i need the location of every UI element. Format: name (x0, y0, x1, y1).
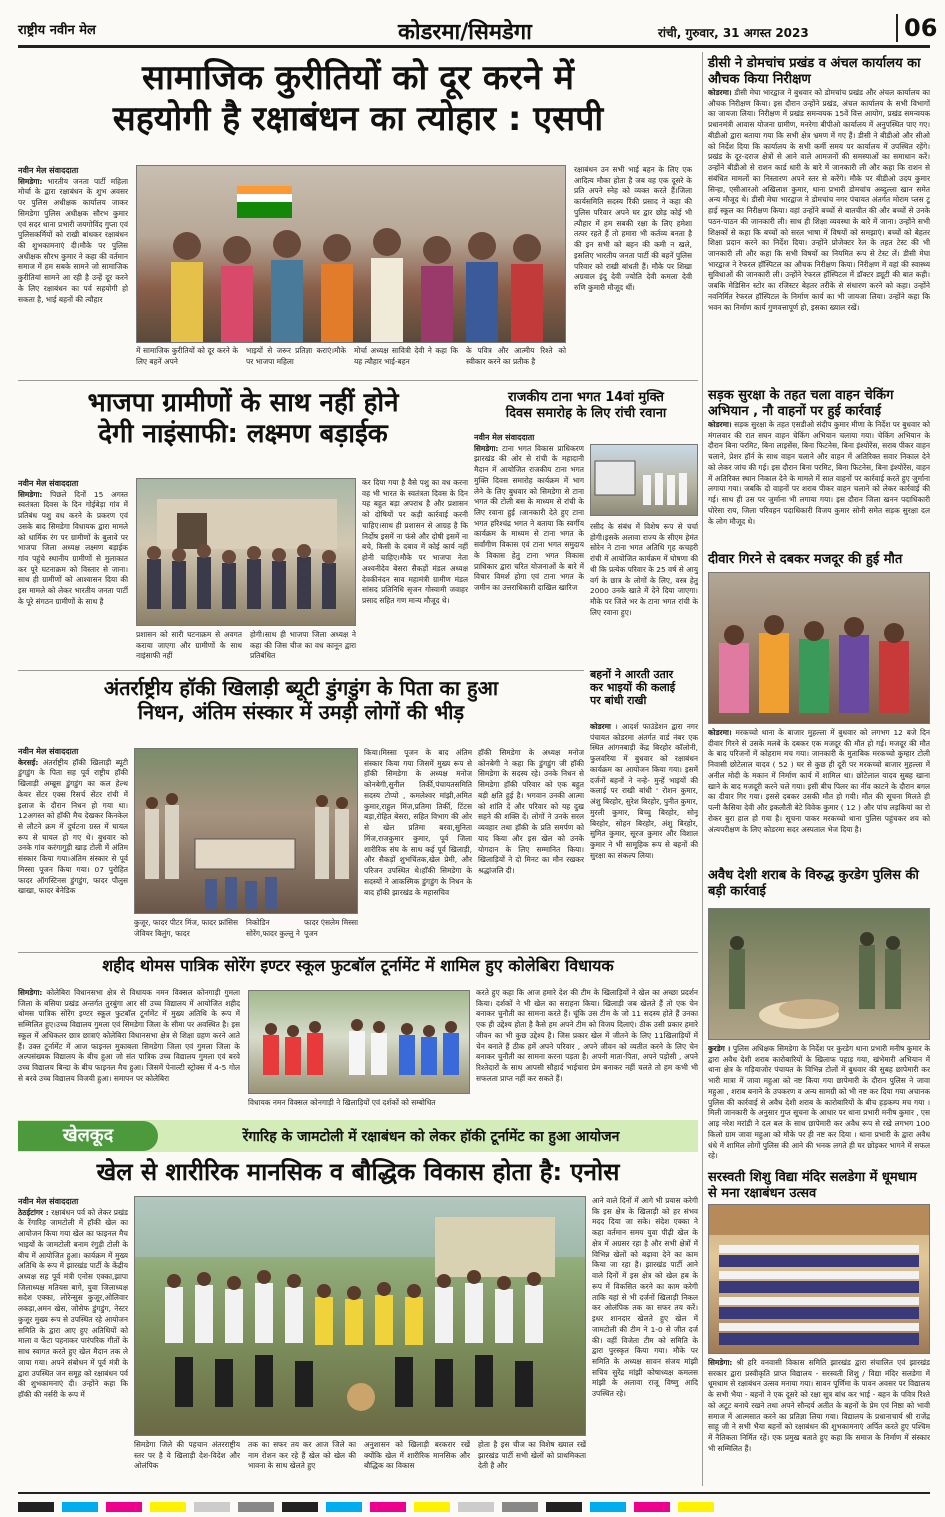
story3-dateline: सिमडेगा: (474, 443, 499, 453)
story6-col3 (476, 988, 698, 1112)
story1-caption-b: भाइयों से जरूर प्रतिज्ञा कराएं।मौके पर भाजपा महिला (246, 346, 346, 366)
story1-headline-line2: सहयोगी है रक्षाबंधन का त्योहार : एसपी (112, 98, 604, 139)
story1-text-b: रक्षाबंधन उन सभी भाई बहन के लिए एक आदित्य मौका होता है जब वह एक दूसरे के प्रति अपने स्नेह को व्यक्त करते हैं।जिला कार्यसमिति सदस्य रिंकी प्रसाद ने कहा की पुलिस परिवार अपने घर द्वार छोड़ कोई भी त्यौहार में हम सबकी रक्षा के लिए हमेशा तत्पर रहते हैं तो हमारा भी कर्तव्य बनता है की इन सभी को बहन की कमी न खले, इसलिए भारतीय जनता पार्टी की बहनें पुलिस परिवार को राखी बांधती हैं। (574, 165, 692, 271)
story1-text-c: मौके पर शिखा अग्रवाल इंदु देवी ज्योति देवी कमला देवी रुणि कुमारी मौजूद थीं। (574, 261, 692, 293)
story3-photo (590, 444, 698, 516)
right5-text: श्री हरि वनवासी विकास समिति झारखंड द्वारा संचालित एवं झारखंड सरकार द्वारा प्रस्वीकृति प्राप्त विद्यालय - सरस्वती शिशु / विद्या मंदिर सलडेगा में धूमधाम से रक्षाबंधन उत्सव मनाया गया। सावन पूर्णिमा के पावन अवसर पर विद्यालय के सभी भैया - बहनों ने एक दूसरे को रक्षा सूत्र बांध कर भाई - बहन के पवित्र रिश्ते को अटूट बनाये रखने तथा अपने सौन्दर्य अतीत के बहनों के प्रेम एवं निष्ठा को भावी समाज में आत्मसात करने का प्रतिज्ञा लिया गया। विद्यालय के प्रधानाचार्य श्री राजेंद्र साहू जी ने सभी भैया बहनों को रक्षाबंधन की शुभकामनाएं अर्पित करते हुए पश्चिम में नैतिकता निर्मित रहें। एक प्रमुख बताते हुए कहा कि समाज के निर्माण में संस्कार भी सम्मिलित हैं। (708, 1358, 930, 1453)
story5-headline (18, 676, 584, 724)
story6-text-b: करते हुए कहा कि आज हमारे देश की टीम के खिलाड़ियों ने खेल का अच्छा प्रदर्शन किया। दर्शकों ने भी खेल का सराहना किया। खिलाड़ी जब खेलते हैं तो एक चेन बनाकर चुनौती का सामना करते हैं। चूंकि उस टीम के जो 11 सदस्य होते हैं उनका एक ही उद्देश्य होता है कैसे हम अपने टीम को विजय दिलाएं। ठीक उसी प्रकार हमारे जीवन का भी कुछ उद्देश्य है। जिस प्रकार खेल में जीतने के लिए 11खिलाड़ियों में चेन बनाते हैं ठीक हमें अपने परिवार , अपने जीवन को व्यतीत करने के लिए चेन बनाकर चुनौती का सामना करना पड़ता है। अपनी माता-पिता, अपने पड़ोसी , अपने रिश्तेदारों के साथ आपसी सौहार्द भाईचारा प्रेम बनाकर नहीं चलते तो हम कभी भी सफलता प्राप्त नहीं कर सकते हैं। (476, 988, 698, 1083)
story2-col1 (18, 478, 128, 662)
story5-caption-b: निकोडिन सोरेंग,फादर कुल्लु ने (246, 918, 300, 938)
right3-body (708, 728, 930, 864)
story6-headline: शहीद थोमस पात्रिक सोरेंग इण्टर स्कूल फुटबॉल टूर्नामेंट में शामिल हुए कोलेबिरा विधायक (102, 956, 614, 975)
right3-dateline: कोडरमा। (708, 728, 732, 737)
right1-dateline: कोडरमा। (708, 88, 732, 97)
story2-photo (136, 478, 356, 626)
story4-headline (590, 668, 698, 708)
color-swatch (370, 1502, 406, 1512)
story1-byline: नवीन मेल संवाददाता (18, 166, 79, 175)
story1-photo-figures (137, 166, 566, 343)
color-swatch (590, 1502, 626, 1512)
sports-dateline: ठेठईटांगर : (18, 1207, 49, 1217)
story6-photo (248, 990, 470, 1094)
story5-text-c: हॉकी सिमडेगा के अध्यक्ष मनोज कोनबेगी ने कहा कि डुंगडुंग जी हॉकी सिमडेगा के सदस्य रहे। उनके निधन से सिमडेगा हॉकी परिवार को एक बहुत बड़ी क्षति हुई है। भगवान उनकी आत्मा को शांति दें और परिवार को यह दुख सहने की शक्ति दें। लोगों ने उनके सरल व्यवहार तथा हॉकी के प्रति समर्पण को याद किया और इस खेल को उनके योगदान के लिए सम्मानित किया। खिलाड़ियों ने दो मिनट का मौन रखकर श्रद्धांजलि दी। (478, 748, 584, 876)
right2-body (708, 420, 930, 550)
story6-photo-team (249, 991, 470, 1094)
right3-headline: दीवार गिरने से दबकर मजदूर की हुई मौत (708, 552, 903, 567)
color-swatch (634, 1502, 670, 1512)
right3-photo-crowd (709, 573, 930, 724)
sports-col1 (18, 1196, 128, 1486)
story1-col4 (574, 165, 692, 373)
story5-dateline: केरसई: (18, 757, 39, 767)
color-swatch (150, 1502, 186, 1512)
right5-body (708, 1358, 930, 1486)
sports-byline: नवीन मेल संवाददाता (18, 1197, 79, 1206)
story1-photo (136, 165, 566, 343)
column-divider (702, 52, 703, 1486)
right5-headline: सरस्वती शिशु विद्या मंदिर सलडेगा में धूमधाम से मना रक्षाबंधन उत्सव (708, 1170, 917, 1201)
right2-text: सड़क सुरक्षा के तहत एसडीओ संदीप कुमार मीणा के निर्देश पर बुधवार को मंगलवार की रात सघन वाहन चेकिंग अभियान चलाया गया। चेकिंग अभियान के दौरान बिना परमिट, बिना लाइसेंस, बिना फिटनेस, बिना इंश्योरेंस, सराब पीकर वाहन चलाने, प्रेशर हॉर्न के साथ वाहन चलाने और वाहन में अतिरिक्त सवार निकाल देने को लेकर जांच की गई। इस दौरान बिना परमिट, बिना फिटनेस, बिना इंश्योरेंस, वाहन में अतिरिक्त स्थान निकाल देने के मामले में सात वाहनों पर कार्रवाई करते हुए जुर्माना लगाया गया। जबकि दो वाहनों पर शराब पीकर वाहन चलाने को लेकर कार्रवाई की गई। साथ ही उस पर जुर्माना भी लगाया गया। इस दौरान जिला खनन पदाधिकारी घोरेसा राय, जिला परिवहन पदाधिकारी विजय कुमार सोनी समेत सड़क सुरक्षा दल के लोग मौजूद थे। (708, 420, 930, 526)
story1-text-a: भारतीय जनता पार्टी महिला मोर्चा के द्वारा रक्षाबंधन के शुभ अवसर पर पुलिस अधीक्षक कार्यालय जाकर सिमडेगा पुलिस अधीक्षक सौरभ कुमार एवं सदर थाना प्रभारी जयगोविंद गुप्ता एवं पुलिसकर्मियों को राखी बांधकर रक्षाबंधन की शुभकामनाएं दी।मौके पर पुलिस अधीक्षक सौरभ कुमार ने कहा की वर्तमान समाज में हम सबके सामने जो सामाजिक कुरीतियां सामने आ रही है उन्हें दूर करने के लिए रक्षाबंधन का पर्व सहयोगी हो सकता है, भाई बहनों की त्यौहार (18, 176, 128, 304)
story5-photo-crowd (135, 749, 358, 914)
sports-text-a: रक्षाबंधन पर्व को लेकर प्रखंड के रेंगारिह जामटोली में हॉकी खेल का आयोजन किया गया खेल का फाइनल मैच भाइयों के जामटोली बनाम रंगुड़ी टोली के बीच में आयोजित हुआ। कार्यक्रम में मुख्य अतिथि के रूप में झारखंड पार्टी के केंद्रीय अध्यक्ष सह पूर्व मंत्री एनोस एक्का,झापा जिलाध्यक्ष मतियस बागे, युवा जिलाध्यक्ष सदेश एक्का, लोरेन्सुस कुजूर,ओलिवार लकड़ा,अमन खेस, जोसेफ डुंगडुंग, नेस्टर कुजूर मुख्य रूप से उपस्थित रहे आयोजन समिति के द्वारा आए हुए अतिथियों को माला व फेंटा पहनाकर पारंपरिक गीतों के साथ स्वागत करते हुए खेल मैदान तक ले जाया गया। अपने संबोधन में पूर्व मंत्री के द्वारा उपस्थित जन समूह को रक्षाबंधन पर्व की शुभकामनाएं दी। उन्होंने कहा कि हॉकी की नर्सरी के रूप में (18, 1207, 128, 1400)
masthead (18, 14, 938, 48)
story1-headline (18, 58, 698, 140)
story1-caption-c: मोर्चा अध्यक्ष सावित्री देवी ने कहा कि यह त्यौहार भाई-बहन (354, 346, 458, 366)
story5-caption-a: कुजूर, फादर पीटर मिंज, फादर फ्रांसिस जेवियर बिलुंग, फादर (134, 918, 238, 938)
story3-col2 (590, 522, 698, 664)
story3-headline-line2: दिवस समारोह के लिए रांची रवाना (505, 405, 667, 421)
story5-text-a: अंतर्राष्ट्रीय हॉकी खिलाड़ी ब्यूटी डुंगडुंग के पिता सह पूर्व राष्ट्रीय हॉकी खिलाड़ी अम्ब्रूस डुंगडुंग का कल हेल्थ केयर सेंटर एक्स रिसर्च सेंटर रांची में इलाज के दौरान निधन हो गया था। 12अगस्त को हॉकी मैच देखकर किनकेल से लौटने क्रम में दुर्घटना ग्रस्त में घायल रूप से घायल हो गए थे। बुधवार को उनके गांव करंगागुड़ी खाड़ टोली में अंतिम संस्कार किया गया।अंतिम संस्कार से पूर्व मिस्सा पूजन किया गया। 07 पुरोहित फादर ऑगस्टिनस डुंगडुंग, फादर पौलुस खाखा, फादर बेनेडिक (18, 757, 128, 896)
divider (18, 670, 584, 671)
right2-dateline: कोडरमा। (708, 420, 732, 429)
right1-headline: डीसी ने डोमचांच प्रखंड व अंचल कार्यालय का औचक किया निरीक्षण (708, 56, 921, 87)
color-swatch (18, 1502, 54, 1512)
story5-col3 (364, 748, 472, 950)
print-color-bar (18, 1492, 930, 1506)
color-swatch (106, 1502, 142, 1512)
sports-photo-team (135, 1197, 586, 1436)
story5-photo (134, 748, 358, 914)
story5-text-b: किया।मिस्सा पूजन के बाद अंतिम संस्कार किया गया जिसमें मुख्य रूप से हॉकी सिमडेगा के अध्यक्ष मनोज कोनबेगी,सुनील तिर्की,पंचायतसमिति सदस्य टोप्पो , कमलेश्वर मांझी,अमित कुमार,राहुल मिंज,प्रतिमा तिर्की, टिंटस बड़ा,रोहित बेसरा, सहित विभाग की ओर से खेल प्रतिमा बरवा,सुनिता मिंज,राजकुमार कुमार, पूर्व जिला शारीरिक संघ के साथ कई पूर्व खिलाड़ी, और सैकड़ों शुभचिंतक,खेल प्रेमी, और परिजन उपस्थित थे।हॉकी सिमडेगा के सदस्यों ने आकस्मिक डुंगडुंग के निधन के बाद हॉकी झारखंड के महासचिव (364, 748, 472, 897)
story2-dateline: सिमडेगा: (18, 489, 43, 499)
right4-headline: अवैध देशी शराब के विरुद्ध कुरडेग पुलिस की बड़ी कार्रवाई (708, 868, 919, 899)
story6-caption: विधायक नमन विक्सल कोनगाड़ी ने खिलाड़ियों एवं दर्शकों को सम्बोधित (248, 1098, 436, 1107)
divider (18, 952, 698, 953)
story4-headline-line2: कर भाइयों की कलाई (590, 681, 676, 695)
right5-dateline: सिमडेगा: (708, 1358, 733, 1367)
color-swatch (194, 1502, 230, 1512)
color-swatch (546, 1502, 582, 1512)
story2-byline: नवीन मेल संवाददाता (18, 479, 79, 488)
story2-photo-figures (137, 479, 356, 626)
section-title: कोडरमा/सिमडेगा (398, 20, 532, 45)
story4-body (590, 722, 698, 950)
story6-col1 (18, 988, 240, 1110)
story5-byline: नवीन मेल संवाददाता (18, 747, 79, 756)
story1-col1 (18, 165, 128, 363)
story1-headline-line1: सामाजिक कुरीतियों को दूर करने में (142, 58, 574, 98)
right2-headline: सड़क सुरक्षा के तहत चला वाहन चेकिंग अभियान , नौ वाहनों पर हुई कार्रवाई (708, 388, 894, 419)
right1-text: डीसी मेघा भारद्वाज ने बुधवार को डोमचांच प्रखंड और अंचल कार्यालय का औचक निरीक्षण किया। इस दौरान उन्होंने प्रखंड, अंचल कार्यालय के सभी विभागों का जायजा लिया। निरीक्षण में प्रखंड समन्वयक 15वें वित्त आयोग, प्रखंड समन्वयक प्रधानमंत्री आवास योजना ग्रामीण, मनरेगा बीपीओ कार्यालय में अनुपस्थित पाए गए। बीडीओ द्वारा बताया गया कि सभी क्षेत्र भ्रमण में गए हैं। डीसी ने बीडीओ और सीओ को निर्देश दिया कि कार्यालय के सभी कर्मी समय पर कार्यालय में उपस्थित रहेंगे। प्रखंड के दूर-दराज क्षेत्रों से आने वाले आमजनों की समस्याओं का समाधान करें। उन्होंने बीडीओ से राशन कार्ड धारी के बारे में जानकारी ली और कहा कि राशन से संबंधित मामलों का निस्तारण अपने स्तर से करेंगे। मौके पर बीडीओ उदय कुमार सिन्हा, एसीआरओ अखिलाश कुमार, थाना प्रभारी डोमचांच अब्दुल्ला खान समेत अन्य मौजूद थे। डीसी मेघा भारद्वाज ने डोमचांच नगर पंचायत अंतर्गत मोराम प्लस टू हाई स्कूल का निरीक्षण किया। वहां उन्होंने बच्चों से बातचीत की और बच्चों से उनके पठन-पाठन की जानकारी ली। साथ ही शिक्षा व्यवस्था के बारे में जाना। उन्होंने सभी शिक्षकों से कहा कि बच्चों को सरल भाषा में विषयों को समझाएं। बच्चों को बेहतर शिक्षा प्रदान करने का निर्देश दिया। उन्होंने प्रोजेक्टर रेल के तहत टेस्ट की भी जानकारी ली और कहा कि सभी विषयों का नियमित रूप से टेस्ट लें। डीसी मेघा भारद्वाज ने रेफरल हॉस्पिटल का औचक निरीक्षण किया। निरीक्षण में वहां की स्वास्थ्य सुविधाओं की जानकारी ली। उन्होंने रेफरल हॉस्पिटल में डॉक्टर ड्यूटी की बात कही। जबकि मेडिसिन स्टोर का रजिस्टर बेहतर तरीके से संधारण करने को कहा। उन्होंने नवनिर्मित रेफरल हॉस्पिटल के निर्माण कार्य का भी जायजा लिया। उन्होंने कहा कि भवन का निर्माण कार्य गुणवत्तापूर्ण हो, इसका ख्याल रखें। (708, 88, 930, 312)
story2-headline-line2: देगी नाइंसाफी: लक्ष्मण बड़ाईक (98, 419, 388, 450)
sports-col3 (592, 1196, 698, 1486)
story3-text-b: रसीद के संबंध में विशेष रूप से चर्चा होगी।इसके अलावा राज्य के सीएम हेमंत सोरेन ने टाना भगत अतिथि गृह कचहरी रांची में आयोजित कार्यक्रम में घोषणा की थी कि प्रत्येक परिवार के 25 वर्ष से आयु वर्ग के छात्र के लोगों के लिए, वस्त्र हेतु 2000 उनके खाते में देने दिया जाएगा। मौके पर जिले भर के टाना भगत रांची के लिए रवाना हुए। (590, 522, 698, 617)
story3-headline-line1: राजकीय टाना भगत 14वां मुक्ति (508, 390, 664, 405)
color-swatch (414, 1502, 450, 1512)
divider (18, 380, 698, 381)
story3-col1 (474, 432, 584, 664)
right4-photo (708, 908, 930, 1040)
story3-headline (474, 390, 698, 421)
story5-caption-c: फादर एंसलेम मिस्सा पूजन (304, 918, 358, 938)
sports-tag: खेलकूद (18, 1121, 158, 1151)
story4-dateline: कोडरमा (590, 722, 611, 731)
story1-dateline: सिमडेगा: (18, 176, 43, 186)
story1-caption-d: के पवित्र और आत्मीय रिश्ते को स्वीकार करने का प्रतीक है (466, 346, 566, 366)
story2-headline-line1: भाजपा ग्रामीणों के साथ नहीं होने (87, 388, 399, 418)
right4-dateline: कुरडेग । (708, 1044, 731, 1053)
right4-text: पुलिस अधिक्षक सिमडेगा के निर्देश पर कुरडेग थाना प्रभारी मनीष कुमार के द्वारा अवैध देशी शराब कारोबारियों के खिलाफ पहाड़ गया, खंभेमारी अभियान में थाना क्षेत्र के गड़ियाजोर पंचायत के विभिन्न टोलों में बुधवार की सुबह छापेमारी कर भारी मात्रा में जावा महुआ को नष्ट किया गया छापेमारी के दौरान पुलिस ने जावा महुआ , शराब बनाने के उपकरण व अन्य सामग्री को भी नष्ट कर दिया गया अचानक पुलिस की कार्रवाई से अवैध देशी शराब के कारोबारियों के बीच हड़कम्प मच गया । मिली जानकारी के अनुसार गुप्त सूचना के आधार पर थाना प्रभारी मनीष कुमार , एस आइ नरेश मरांडी ने दल बल के साथ छापेमारी कर अवैध रूप से रखे लगभग 100 किलो ग्राम जावा महुआ को मौके पर ही नष्ट कर दिया । थाना प्रभारी के द्वारा अवैध धंधे में शामिल लोगों पुलिस की आने की भनक लगते ही घर छोड़कर भागने में सफल रहे। (708, 1044, 930, 1161)
story4-text: । आदर्श फाउंडेशन द्वारा नगर पंचायत कोडरमा अंतर्गत वार्ड नंबर एक स्थित आंगनबाड़ी केंद्र बिरहोर कॉलोनी, फुलवरिया में बुधवार को रक्षाबंधन कार्यक्रम का आयोजन किया गया। इसमें दर्जनों बहनों ने नन्हे- मुन्हें भाइयों की कलाई पर राखी बांधी ' रोशन कुमार, अंशु बिरहोर, सुरेश बिरहोर, पुनीत कुमार, मुरली कुमार, बिच्चु बिरहोर, सोनू बिरहोर, सोहन बिरहोर, अंशु बिरहोर, सुमित कुमार, सूरज कुमार और विशाल कुमार ने भी सामूहिक रूप से बहनों की सुरक्षा का संकल्प लिया। (590, 722, 698, 860)
right3-text: मरकच्चो थाना के बाजार मुहल्ला में बुधवार को लगभग 12 बजे दिन दीवार गिरने से उसके मलबे के दबकर एक मजदूर की मौत हो गई। मजदूर की मौत के बाद परिजनों में कोहराम मच गया। जानकारी के मुताबिक मरकच्चो कुम्हार टोली निवासी छोटेलाल यादव ( 52 ) घर से कुछ ही दूरी पर मरकच्चो बाजार मुहल्ला में अनील मोदी के मकान में निर्माण कार्य में शामिल था। छोटेलाल यादव सुबह खाना खाने के बाद मजदूरी करने चले गया। इसी बीच पिलर का नींव काटने के दौरान बगल का दीवार गिर गया। इससे दबकर उसकी मौत हो गयी। मौत की सूचना मिलते ही पत्नी कैसिया देवी और इकलौती बेटे विवेक कुमार ( 12 ) और पांच लड़कियां का रो रोकर बुरा हाल हो गया है। सूचना पाकर मरकच्चो थाना पुलिस पहुंचकर शव को अंत्यपरीक्षण के लिए कोडरमा सदर अस्पताल भेज दिया है। (708, 728, 930, 834)
right5-photo-students (709, 1205, 930, 1354)
color-swatch (238, 1502, 274, 1512)
sports-caption-b: तक का सफर तय कर आज जिले का नाम रोशन कर रहे हैं खेल को खेल की भावना के साथ खेलते हुए (248, 1440, 356, 1471)
story4-headline-line3: पर बांधी राखी (590, 694, 647, 708)
color-swatch (502, 1502, 538, 1512)
sports-photo (134, 1196, 586, 1436)
right4-body (708, 1044, 930, 1168)
sports-headline: रेंगारिह के जामटोली में रक्षाबंधन को लेकर हॉकी टूर्नामेंट का हुआ आयोजन (242, 1129, 620, 1145)
story4-headline-line1: बहनों ने आरती उतार (590, 668, 674, 681)
sports-caption-a: सिमडेगा जिले की पहचान अंतरराष्ट्रीय स्तर पर है ये खिलाड़ी देश-विदेश और ओलंपिक (134, 1440, 240, 1471)
story5-col1 (18, 746, 128, 950)
story2-col4 (362, 478, 468, 664)
story3-photo-bus (591, 445, 698, 516)
sports-banner (18, 1120, 698, 1152)
story2-caption-a: प्रशासन को सारी घटनाक्रम से अवगत कराया जाएगा और ग्रामीणों के साथ नाइंसाफी नहीं (136, 630, 242, 661)
color-swatch (678, 1502, 714, 1512)
right1-body (708, 88, 930, 386)
issue-date: रांची, गुरुवार, 31 अगस्त 2023 (658, 26, 809, 40)
right3-photo (708, 572, 930, 724)
right4-photo-raid (709, 909, 930, 1040)
sports-caption-c: अनुशासन को खिलाड़ी बरकरार रखें क्योंकि खेल में शारीरिक मानसिक और बौद्धिक का विकास (364, 1440, 470, 1471)
newspaper-logo: राष्ट्रीय नवीन मेल (18, 23, 96, 38)
sports-caption-d: होता है इस चीज का विशेष ख्याल रखें झारखंड पार्टी सभी खेलों को प्राथमिकता देती है और (478, 1440, 586, 1471)
story2-text-b: कर दिया गया है वैसे पशु का वध करना वह भी भारत के स्वतंत्रता दिवस के दिन यह बहुत बड़ा अपराध है और प्रशासन को दोषियों पर कड़ी कार्रवाई करनी चाहिए।साथ ही प्रशासन से आग्रह है कि निर्दोष इसमें ना फंसे और दोषी इसमें ना बचे, किसी के दबाव में कोई कार्य नहीं होनी चाहिए।मौके पर भाजपा नेता अश्वनीदेव बेसरा सैकड़ों मंडल अध्यक्ष देवकीनंदन साव महामंत्री ग्रामीण मंडल सांसद प्रतिनिधि सृजन गोस्वामी जवाहर प्रसाद सहित गण मान्य मौजूद थे। (362, 478, 468, 606)
story5-headline-line1: अंतर्राष्ट्रीय हॉकी खिलाड़ी ब्यूटी डुंगडुंग के पिता का हुआ (103, 676, 499, 700)
story3-text-a: टाना भगत विकास प्राधिकरण झारखंड की ओर से रांची के महादानी मैदान में आयोजित राजकीय टाना भगत मुक्ति दिवस समारोह कार्यक्रम में भाग लेने के लिए बुधवार को सिमडेगा से टाना भगत की टोली बस के माध्यम से रांची के लिए रवाना हुई ।जानकारी देते हुए टाना भगत हरिश्चंद्र भगत ने बताया कि स्वर्गीय कार्यक्रम के माध्यम से टाना भगत के सर्वांगीण विकास एवं टाना भगत समुदाय के विकास हेतु टाना भगत विकास प्राधिकार द्वारा चरित योजनाओं के बारे में विचार विमर्श होगा एवं टाना भगत के जमीन का उत्तराधिकारी दाखिल खारिज (474, 443, 584, 593)
color-swatch (326, 1502, 362, 1512)
story2-headline (18, 388, 468, 450)
story3-byline: नवीन मेल संवाददाता (474, 433, 535, 442)
right5-photo (708, 1204, 930, 1354)
story6-dateline: सिमडेगा: (18, 988, 43, 997)
color-swatch (62, 1502, 98, 1512)
color-swatch (282, 1502, 318, 1512)
page-number: 06 (896, 14, 937, 42)
story2-caption-b: होगी।साथ ही भाजपा जिला अध्यक्ष ने कहा की जिस चीज का वध कानून द्वारा प्रतिबंधित (250, 630, 356, 661)
sports-text-b: आने वाले दिनों में आगे भी प्रयास करेगी कि इस क्षेत्र के खिलाड़ी को हर संभव मदद दिया जा सके। संदेश एक्का ने कहा वर्तमान समय युवा पीढ़ी खेल के क्षेत्र में अग्रसर रहा है और सभी क्षेत्रों में विभिन्न खेलों को बढ़ावा देने का काम किया जा रहा है। झारखंड पार्टी आने वाले दिनों में इस क्षेत्र को खेल हब के रूप में विकसित करने का काम करेगी ताकि यहां से भी दर्जनों खिलाड़ी निकल कर ओलंपिक तक का सफर तय करें। इधर शानदार खेलते हुए खेल में जामटोली की टीम ने 1-0 से जीत दर्ज की। वहीं विजेता टीम को समिति के द्वारा पुरस्कृत किया गया। मौके पर समिति के अध्यक्ष सावन संजय मांझी सचिव सुरेंद्र मांझी कोषाध्यक्ष कमलस मांझी के अलावा राजू विष्णु आदि उपस्थित रहे। (592, 1196, 698, 1399)
sports-subheadline: खेल से शारीरिक मानसिक व बौद्धिक विकास होता है: एनोस (96, 1158, 620, 1186)
story2-text-a: पिछले दिनों 15 अगस्त स्वतंत्रता दिवस के दिन गोईबेड़ा गांव में प्रतिबंध पशु वध करने के प्रकरण एवं उसके बाद सिमडेगा विधायक द्वारा मामले को धार्मिक रंग पर ग्रामीणों के बुलावे पर भाजपा जिला अध्यक्ष लक्ष्मण बड़ाईक गांव पहुंचे स्थानीय ग्रामीणों से मुलाकात कर पूरे घटनाक्रम को विस्तार से जाना। साथ ही ग्रामीणों को आश्वासन दिया की इस मामले को लेकर भारतीय जनता पार्टी के पूरे संगठन ग्रामीणों के साथ है (18, 489, 128, 606)
story5-col4 (478, 748, 584, 950)
story5-headline-line2: निधन, अंतिम संस्कार में उमड़ी लोगों की भीड़ (137, 700, 465, 724)
color-swatch (458, 1502, 494, 1512)
story1-caption-a: में सामाजिक कुरीतियों को दूर करने के लिए बहनें अपने (136, 346, 238, 366)
story6-text-a: कोलेबिरा विधानसभा क्षेत्र से विधायक नमन विक्सल कोनगाड़ी गुमला जिला के बसिया प्रखंड अन्तर्गत तुरबुंगा आर सी उच्च विद्यालय में आयोजित शहीद थोमस पात्रिक सोरेंग इण्टर स्कूल फुटबॉल टूर्नामेंट में मुख्य अतिथि के रूप में सम्मिलित हुए।उच्च विद्यालय गुमला एवं सिमडेगा जिला के सीमा पर अवस्थित है। इस स्कूल में अधिकतर छात्र छात्राएं कोलेबिरा विधानसभा क्षेत्र से शिक्षा ग्रहण करने आते हैं। उक्त टूर्नामेंट में आज फाइनल मुकाबला सिमडेगा जिला एवं गुमला जिला के अल्पसंख्यक विद्यालय के बीच हुआ जो संत पात्रिक उच्च विद्यालय गुमला एवं बरवे उच्च विद्यालय बिन्दा के बीच फाइनल मैच हुआ। जिसमें पेनाल्टी स्ट्रोक्स में 4-5 गोल से बरवे उच्च विद्यालय विजयी हुआ। समापन पर कोलेबिरा (18, 988, 240, 1083)
